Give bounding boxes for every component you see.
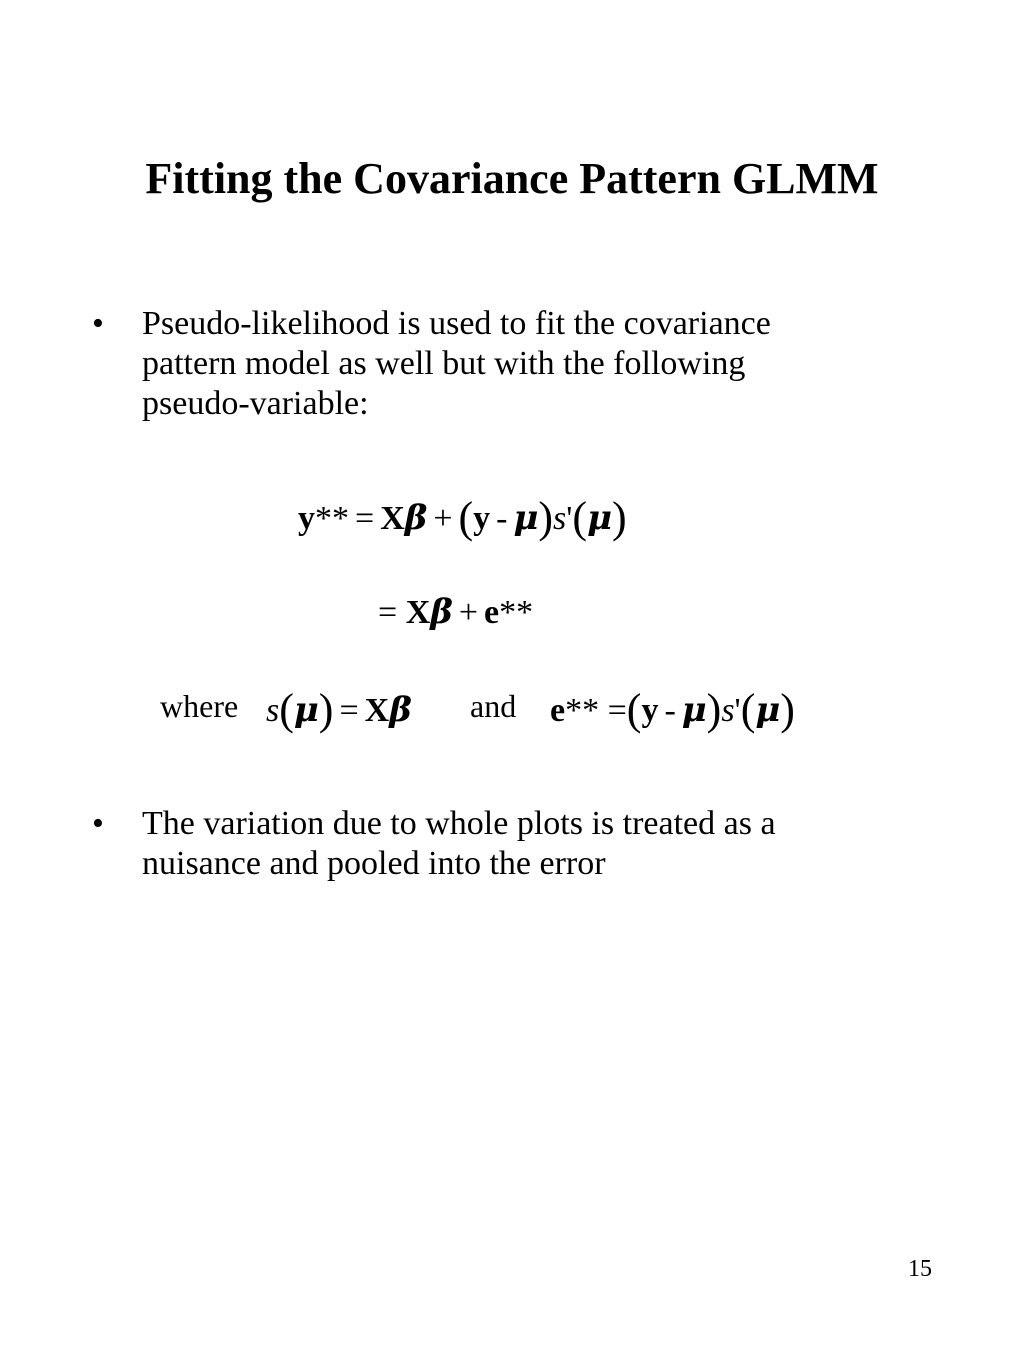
- and-label: and: [470, 688, 517, 724]
- bullet-marker: •: [92, 805, 104, 842]
- bullet-line: pattern model as well but with the following: [142, 345, 746, 382]
- bullet-marker: •: [92, 305, 104, 342]
- equation-error-definition: e** =(y - μ)s'(μ): [550, 685, 795, 734]
- where-label: where: [160, 688, 239, 724]
- equation-pseudo-variable: y** = Xβ + (y - μ)s'(μ): [298, 493, 627, 542]
- bullet-line: pseudo-variable:: [142, 385, 369, 422]
- bullet-line: The variation due to whole plots is treated as a: [142, 805, 776, 842]
- bullet-line: nuisance and pooled into the error: [142, 845, 606, 882]
- bullet-text-2: [142, 804, 902, 884]
- bullet-line: Pseudo-likelihood is used to fit the covariance: [142, 305, 771, 342]
- page-number: 15: [908, 1256, 932, 1282]
- bullet-text-1: [142, 304, 902, 424]
- slide-title: Fitting the Covariance Pattern GLMM: [145, 154, 879, 203]
- equation-error-form: = Xβ + e**: [378, 592, 534, 632]
- equation-link: s(μ) = Xβ: [266, 685, 412, 734]
